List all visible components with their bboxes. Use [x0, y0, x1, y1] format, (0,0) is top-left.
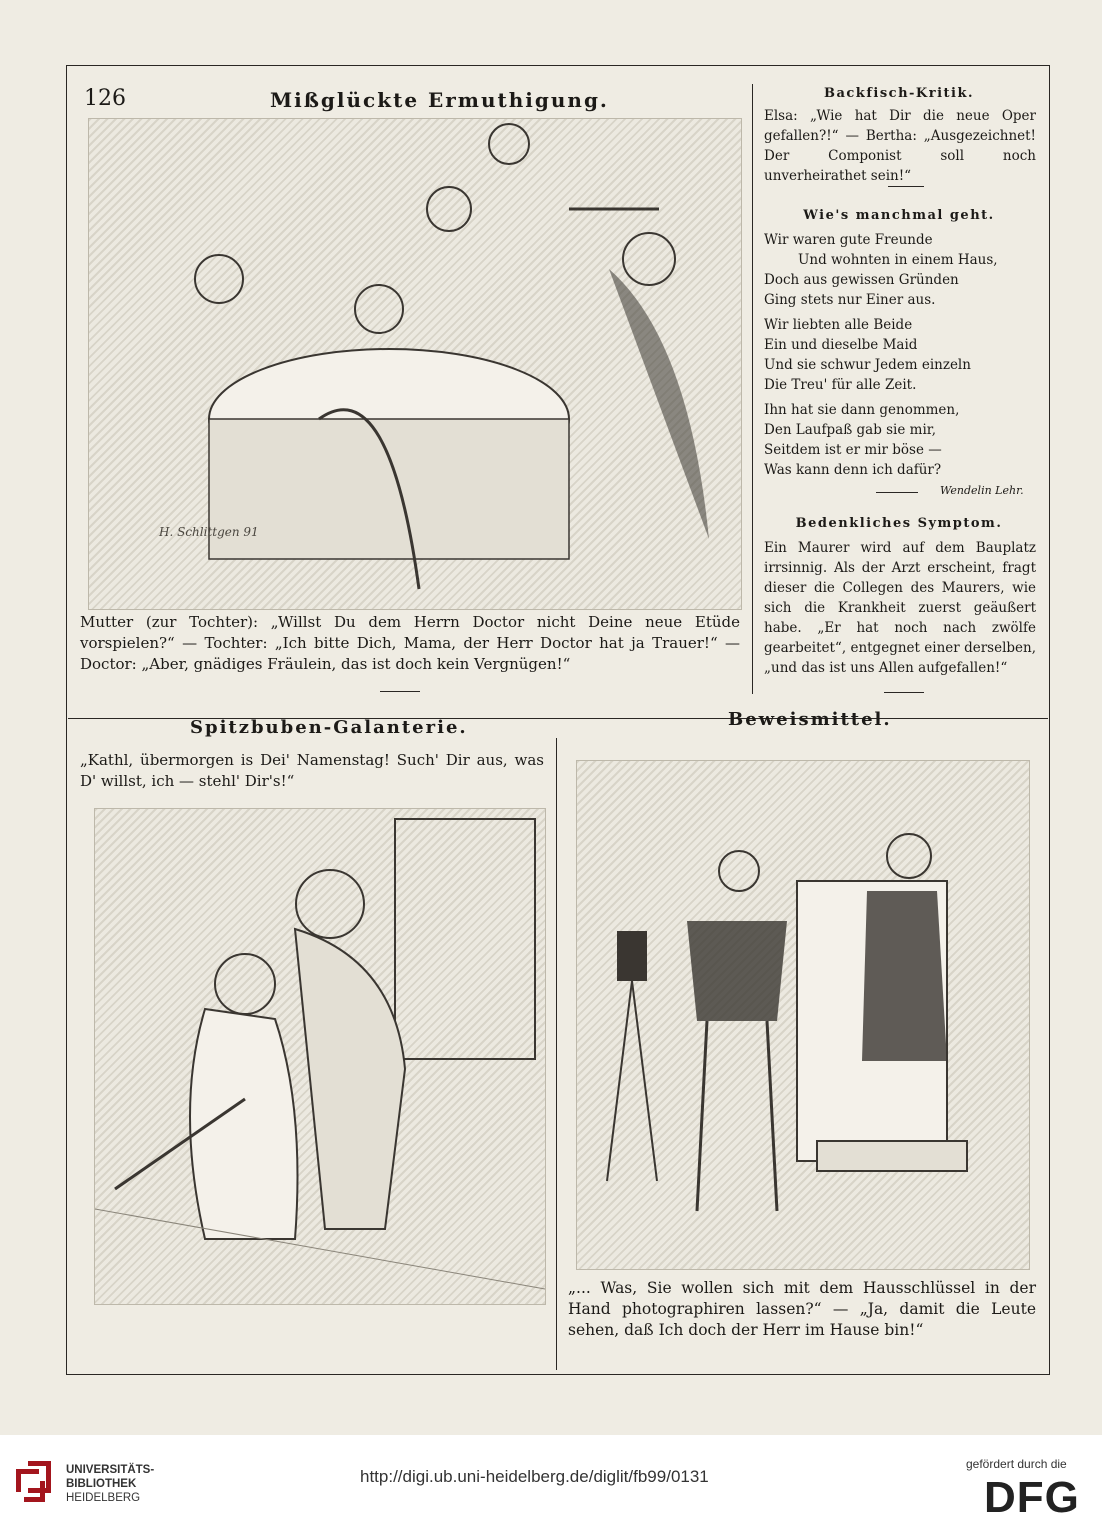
- poem-author: Wendelin Lehr.: [940, 484, 1024, 497]
- poem-line: Wir waren gute Freunde: [764, 232, 933, 248]
- viewer-footer: [0, 1435, 1102, 1532]
- symptom-heading: Bedenkliches Symptom.: [795, 516, 1003, 531]
- thief-couple-sketch: [95, 809, 545, 1304]
- page-number: 126: [84, 86, 126, 111]
- dfg-logo: DFG: [984, 1473, 1080, 1522]
- top-cartoon-title: Mißglückte Ermuthigung.: [270, 88, 609, 112]
- wies-heading: Wie's manchmal geht.: [803, 208, 995, 223]
- poem-line: Wir liebten alle Beide: [764, 317, 913, 333]
- library-logo-icon: [16, 1459, 58, 1505]
- photographer-sketch: [577, 761, 1029, 1269]
- sidebar-divider-2: [884, 692, 924, 693]
- library-name: [66, 1463, 154, 1505]
- library-name-line3: HEIDELBERG: [66, 1492, 141, 1504]
- poem-line: Ging stets nur Einer aus.: [764, 292, 936, 308]
- poem-line: Und sie schwur Jedem einzeln: [764, 357, 971, 373]
- poem-line: Den Laufpaß gab sie mir,: [764, 422, 937, 438]
- left-cartoon-title: Spitzbuben-Galanterie.: [190, 717, 468, 738]
- column-rule-bottom: [556, 738, 557, 1370]
- caption-divider: [380, 691, 420, 692]
- right-cartoon-caption: „... Was, Sie wollen sich mit dem Hausschlüssel in der Hand photographiren lassen?“ — „Ja, damit die Leute sehen, daß Ich doch der Herr im Hause bin!“: [568, 1279, 1036, 1339]
- poem-line: Ihn hat sie dann genommen,: [764, 402, 960, 418]
- poem-line: Ein und dieselbe Maid: [764, 337, 918, 353]
- column-rule-top: [752, 84, 753, 694]
- library-name-line1: UNIVERSITÄTS-: [66, 1464, 155, 1476]
- poem-author-rule: [876, 492, 918, 493]
- symptom-text: Ein Maurer wird auf dem Bauplatz irrsinnig. Als der Arzt erscheint, fragt dieser die Collegen des Maurers, wie sich die Krankheit zuerst geäußert habe. „Er hat noch nach zwölfe gearbeitet“, entgegnet einer derselben, „und das ist uns Allen aufgefallen!“: [764, 540, 1036, 676]
- top-cartoon-caption: Mutter (zur Tochter): „Willst Du dem Herrn Doctor nicht Deine neue Etüde vorspielen?“ — Tochter: „Ich bitte Dich, Mama, der Herr Doctor hat ja Trauer!“ — Doctor: „Aber, gnädiges Fräulein, das ist doch kein Vergnügen!“: [80, 613, 740, 673]
- poem-line: Seitdem ist er mir böse —: [764, 442, 942, 458]
- backfisch-text: Elsa: „Wie hat Dir die neue Oper gefallen?!“ — Bertha: „Ausgezeichnet! Der Componist soll noch unverheirathet sein!“: [764, 108, 1036, 184]
- cafe-scene-illustration: [88, 118, 742, 610]
- left-cartoon-text: „Kathl, übermorgen is Dei' Namenstag! Such' Dir aus, was D' willst, ich — stehl' Dir's!“: [80, 751, 544, 790]
- sidebar-divider-1: [888, 186, 924, 187]
- thief-couple-illustration: [94, 808, 546, 1305]
- photographer-illustration: [576, 760, 1030, 1270]
- wies-poem: [764, 230, 1036, 480]
- poem-line: Und wohnten in einem Haus,: [798, 252, 998, 268]
- poem-line: Doch aus gewissen Gründen: [764, 272, 959, 288]
- right-cartoon-title: Beweismittel.: [728, 709, 892, 730]
- poem-line: Die Treu' für alle Zeit.: [764, 377, 917, 393]
- permalink-url[interactable]: http://digi.ub.uni-heidelberg.de/diglit/fb99/0131: [360, 1467, 709, 1486]
- library-name-line2: BIBLIOTHEK: [66, 1478, 137, 1490]
- backfisch-heading: Backfisch-Kritik.: [823, 86, 974, 101]
- sponsor-label: gefördert durch die: [966, 1457, 1067, 1471]
- poem-line: Was kann denn ich dafür?: [764, 462, 942, 478]
- artist-signature: H. Schlittgen 91: [159, 525, 259, 539]
